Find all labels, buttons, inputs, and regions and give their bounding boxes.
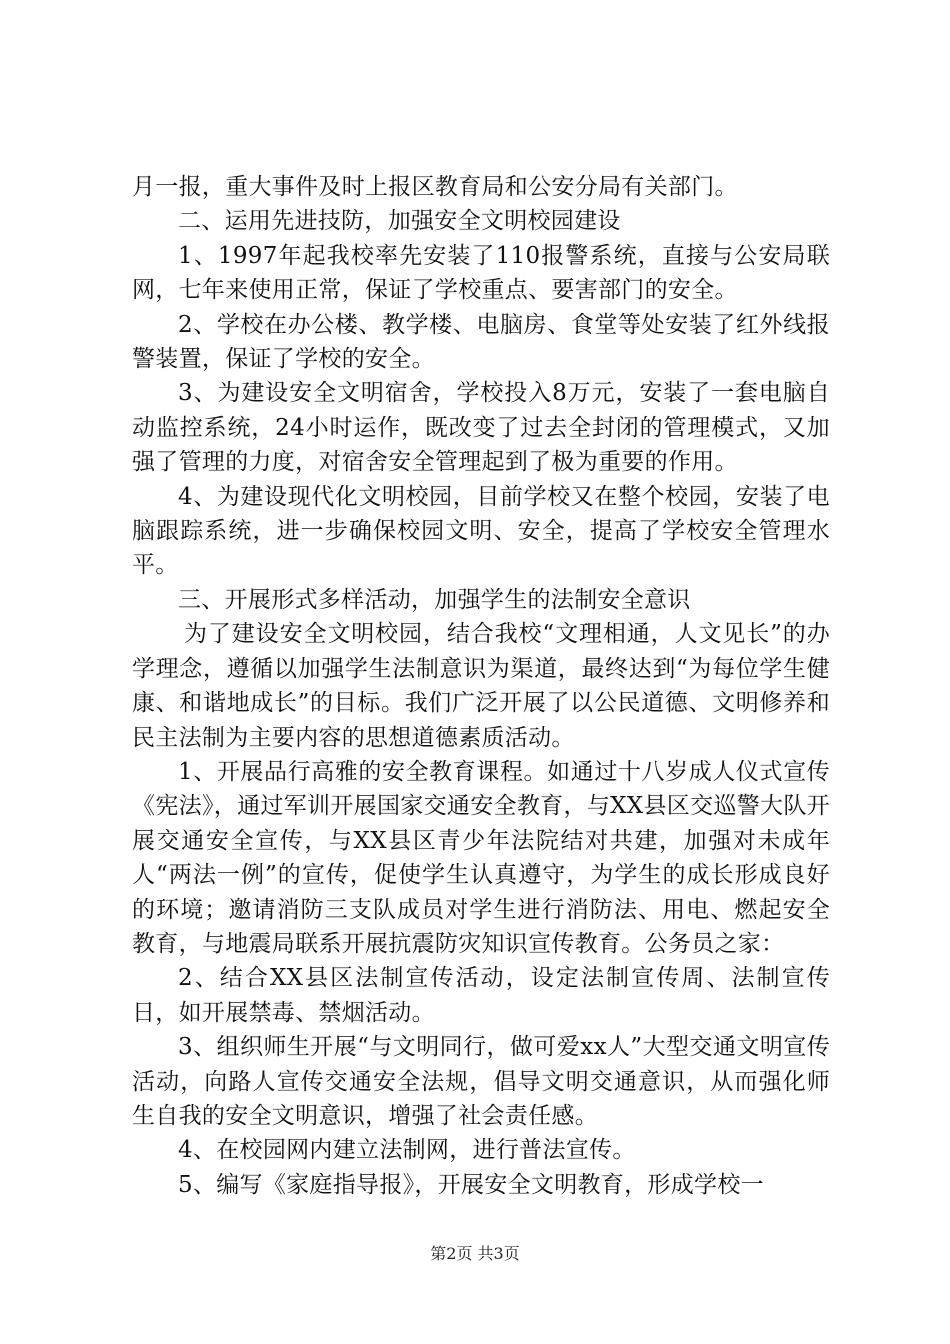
paragraph: 2、学校在办公楼、教学楼、电脑房、食堂等处安装了红外线报警装置，保证了学校的安全。 — [132, 311, 830, 373]
paragraph: 3、为建设安全文明宿舍，学校投入8万元，安装了一套电脑自动监控系统，24小时运作，既改变了过去全封闭的管理模式，又加强了管理的力度，对宿舍安全管理起到了极为重要的作用。 — [132, 380, 830, 476]
paragraph: 月一报，重大事件及时上报区教育局和公安分局有关部门。 — [132, 174, 738, 200]
section-heading: 二、运用先进技防，加强安全文明校园建设 — [178, 208, 621, 235]
document-body — [132, 170, 830, 1202]
paragraph: 4、为建设现代化文明校园，目前学校又在整个校园，安装了电脑跟踪系统，进一步确保校园文明、安全，提高了学校安全管理水平。 — [132, 483, 830, 579]
paragraph: 1、1997年起我校率先安装了110报警系统，直接与公安局联网，七年来使用正常，保证了学校重点、要害部门的安全。 — [132, 242, 830, 304]
paragraph: 5、编写《家庭指导报》，开展安全文明教育，形成学校一 — [178, 1171, 764, 1198]
paragraph: 1、开展品行高雅的安全教育课程。如通过十八岁成人仪式宣传《宪法》，通过军训开展国家交通安全教育，与XX县区交巡警大队开展交通安全宣传，与XX县区青少年法院结对共建，加强对未成年人“两法一例”的宣传，促使学生认真遵守，为学生的成长形成良好的环境；邀请消防三支队成员对学生进行消防法、用电、燃起安全教育，与地震局联系开展抗震防灾知识宣传教育。公务员之家： — [132, 758, 830, 957]
paragraph: 4、在校园网内建立法制网，进行普法宣传。 — [178, 1137, 636, 1164]
paragraph: 为了建设安全文明校园，结合我校“文理相通，人文见长”的办学理念，遵循以加强学生法制意识为渠道，最终达到“为每位学生健康、和谐地成长”的目标。我们广泛开展了以公民道德、文明修养和民主法制为主要内容的思想道德素质活动。 — [132, 621, 830, 751]
section-heading: 三、开展形式多样活动，加强学生的法制安全意识 — [178, 586, 691, 613]
paragraph: 3、组织师生开展“与文明同行，做可爱xx人”大型交通文明宣传活动，向路人宣传交通安全法规，倡导文明交通意识，从而强化师生自我的安全文明意识，增强了社会责任感。 — [132, 1034, 830, 1129]
page-footer: 第2页 共3页 — [430, 1244, 520, 1263]
paragraph: 2、结合XX县区法制宣传活动，设定法制宣传周、法制宣传日，如开展禁毒、禁烟活动。 — [132, 965, 830, 1026]
